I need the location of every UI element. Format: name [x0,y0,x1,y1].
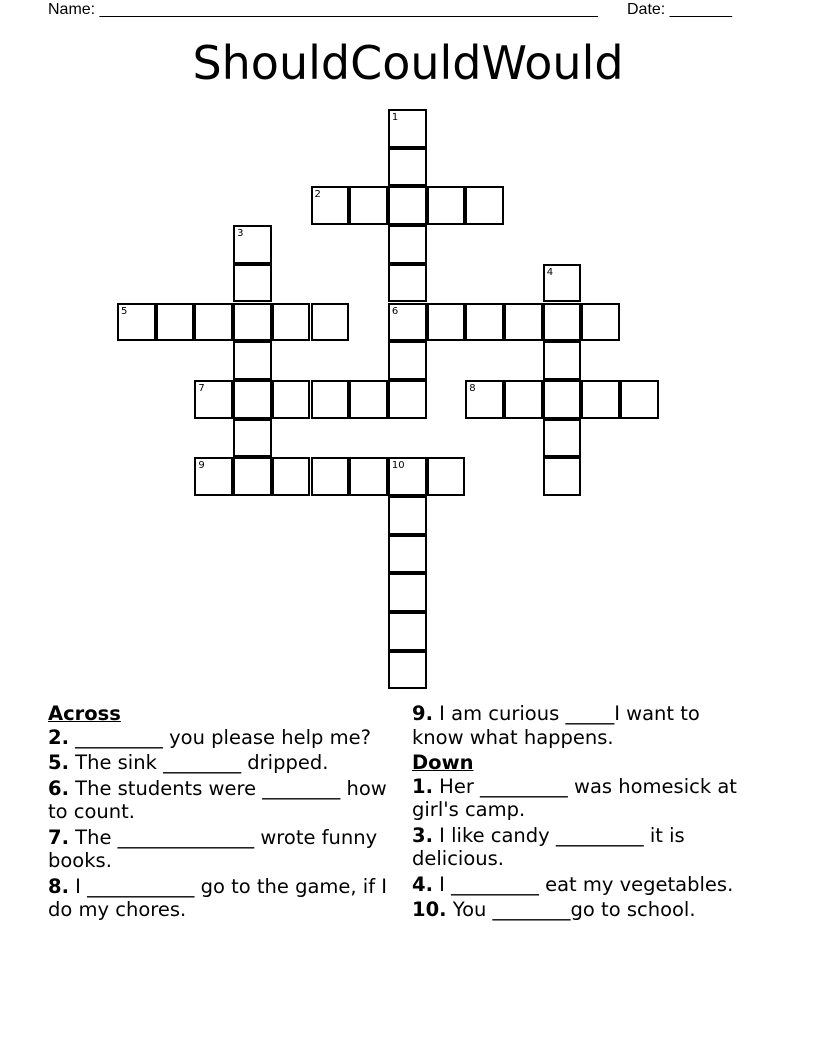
clue-num: 6. [48,776,69,800]
grid-cell[interactable] [543,341,582,380]
grid-cell[interactable] [388,109,427,148]
grid-cell[interactable] [156,303,195,342]
clue-text: I _________ eat my vegetables. [432,872,734,896]
clues-right-column [412,702,757,924]
grid-cell[interactable] [388,303,427,342]
grid-cell[interactable] [581,380,620,419]
grid-cell[interactable] [388,186,427,225]
clue-item [48,826,393,873]
name-field[interactable]: Name: ________________________________________________________ [48,1,598,18]
clue-number: 8 [469,382,476,394]
grid-cell[interactable] [349,186,388,225]
clue-item [48,751,393,775]
grid-cell[interactable] [388,457,427,496]
grid-cell[interactable] [117,303,156,342]
grid-cell[interactable] [388,225,427,264]
grid-cell[interactable] [388,612,427,651]
grid-cell[interactable] [543,380,582,419]
grid-cell[interactable] [620,380,659,419]
grid-cell[interactable] [388,535,427,574]
grid-cell[interactable] [388,380,427,419]
grid-cell[interactable] [388,573,427,612]
grid-cell[interactable] [194,303,233,342]
grid-cell[interactable] [465,380,504,419]
clue-text: _________ you please help me? [68,725,371,749]
clue-num: 8. [48,874,69,898]
date-field[interactable]: Date: _______ [627,1,732,18]
grid-cell[interactable] [233,419,272,458]
clue-item [412,702,757,749]
clue-text: The sink ________ dripped. [68,751,329,774]
grid-cell[interactable] [233,264,272,303]
clue-num: 5. [48,751,69,774]
grid-cell[interactable] [543,457,582,496]
grid-cell[interactable] [272,380,311,419]
grid-cell[interactable] [543,419,582,458]
grid-cell[interactable] [349,380,388,419]
grid-cell[interactable] [233,225,272,264]
clue-number: 3 [237,228,244,240]
clue-num: 1. [412,774,433,798]
clue-num: 9. [412,702,433,725]
grid-cell[interactable] [465,186,504,225]
clue-text: I like candy _________ it is delicious. [412,823,685,870]
clue-item [48,726,393,750]
clue-text: You ________go to school. [446,898,696,921]
clue-item [412,873,757,897]
clue-number: 5 [121,305,128,317]
clue-number: 1 [391,112,399,123]
clue-text: I ___________ go to the game, if I do my chores. [48,874,388,921]
clue-number: 6 [391,305,399,317]
clue-text: I am curious _____I want to know what happens. [412,702,700,749]
clue-num: 3. [412,823,433,847]
clue-item [412,898,757,922]
grid-cell[interactable] [272,303,311,342]
clue-number: 9 [198,460,205,472]
grid-cell[interactable] [388,341,427,380]
grid-cell[interactable] [349,457,388,496]
clue-number: 10 [391,460,405,472]
grid-cell[interactable] [233,341,272,380]
down-heading: Down [412,751,474,774]
clue-text: The ______________ wrote funny books. [48,825,378,872]
grid-cell[interactable] [194,380,233,419]
grid-cell[interactable] [311,303,350,342]
grid-cell[interactable] [504,380,543,419]
grid-cell[interactable] [233,303,272,342]
grid-cell[interactable] [388,264,427,303]
grid-cell[interactable] [581,303,620,342]
clue-item [48,875,393,922]
grid-cell[interactable] [465,303,504,342]
grid-cell[interactable] [427,186,466,225]
grid-cell[interactable] [311,186,350,225]
clue-num: 7. [48,825,69,849]
grid-cell[interactable] [311,380,350,419]
clue-num: 4. [412,872,433,896]
clue-item [412,775,757,822]
clue-item [412,824,757,871]
clue-number: 2 [314,189,321,201]
grid-cell[interactable] [388,651,427,690]
clue-num: 10. [412,898,447,921]
grid-cell[interactable] [427,457,466,496]
grid-cell[interactable] [504,303,543,342]
grid-cell[interactable] [388,148,427,187]
grid-cell[interactable] [233,457,272,496]
clue-number: 7 [198,382,205,394]
clue-number: 4 [546,266,554,278]
grid-cell[interactable] [388,496,427,535]
page-title: ShouldCouldWould [192,36,624,90]
grid-cell[interactable] [427,303,466,342]
grid-cell[interactable] [272,457,311,496]
grid-cell[interactable] [194,457,233,496]
grid-cell[interactable] [543,303,582,342]
grid-cell[interactable] [543,264,582,303]
grid-cell[interactable] [311,457,350,496]
grid-cell[interactable] [233,380,272,419]
clue-item [48,777,393,824]
clue-num: 2. [48,725,69,749]
across-heading: Across [48,702,121,725]
clue-text: Her _________ was homesick at girl's camp. [412,774,737,821]
clue-text: The students were ________ how to count. [48,776,387,823]
clues-left-column [48,702,393,924]
